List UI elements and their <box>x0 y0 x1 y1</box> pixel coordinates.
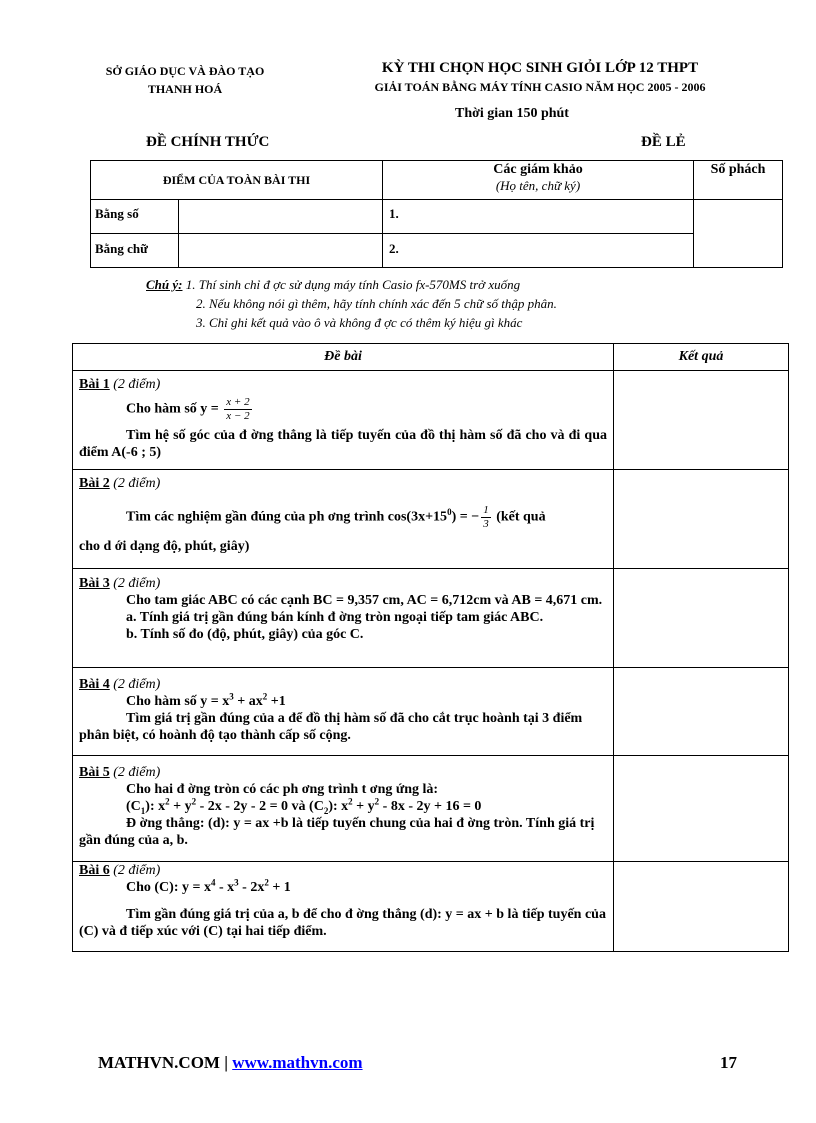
fraction: $\frac{x + 2}{x - 2}$ <box>226 396 250 422</box>
footer-site: MATHVN.COM | www.mathvn.com <box>98 1053 363 1072</box>
score-number-label: Bằng số <box>91 200 179 233</box>
fraction: $\frac{1}{3}$ <box>483 504 489 530</box>
result-cell-2[interactable] <box>614 470 789 569</box>
examiners-header: Các giám khảo (Họ tên, chữ ký) <box>383 161 694 200</box>
result-cell-4[interactable] <box>614 668 789 756</box>
problem-column-header: Đề bài <box>73 344 614 371</box>
exam-title: KỲ THI CHỌN HỌC SINH GIỎI LỚP 12 THPT GIẢI TOÁN BẰNG MÁY TÍNH CASIO NĂM HỌC 2005 - 2006 <box>374 60 706 94</box>
examiner-2-sig[interactable]: 2. <box>383 234 694 268</box>
score-number-field[interactable] <box>179 200 382 233</box>
problems-table <box>72 343 789 952</box>
score-words-field[interactable] <box>179 234 382 267</box>
problem-4: Bài 4 (2 điểm) Cho hàm số $y = x^3 + ax^2 +1$ Tìm giá trị gần đúng của a để đồ thị hàm số đã cho cắt trục hoành tại 3 điểm phân biệt, có hoành độ tạo thành cấp số cộng. <box>73 668 614 756</box>
exam-time: Thời gian 150 phút <box>455 106 569 121</box>
footer-link[interactable]: www.mathvn.com <box>232 1053 363 1072</box>
score-table <box>90 160 783 268</box>
result-cell-1[interactable] <box>614 371 789 470</box>
serial-header: Số phách <box>694 161 783 200</box>
official-label: ĐỀ CHÍNH THỨC <box>146 134 270 150</box>
total-score-header: ĐIỂM CỦA TOÀN BÀI THI <box>91 161 383 200</box>
problem-1: Bài 1 (2 điểm) Cho hàm số y = $\frac{x + 2}{x - 2}$ Tìm hệ số góc của đ ờng thẳng là tiếp tuyến của đồ thị hàm số đã cho và đi qua điểm A(-6 ; 5) <box>73 371 614 470</box>
score-words-label: Bằng chữ <box>91 234 179 267</box>
notes-label: Chú ý: <box>146 277 183 292</box>
problem-3: Bài 3 (2 điểm) Cho tam giác ABC có các cạnh BC = 9,357 cm, AC = 6,712cm và AB = 4,671 cm. a. Tính giá trị gần đúng bán kính đ ờng tròn ngoại tiếp tam giác ABC. b. Tính số đo (độ, phút, giây) của góc C. <box>73 569 614 668</box>
serial-field[interactable] <box>694 200 783 268</box>
page-number: 17 <box>720 1053 737 1072</box>
result-column-header: Kết quả <box>614 344 789 371</box>
problem-2: Bài 2 (2 điểm) Tìm các nghiệm gần đúng của ph ơng trình $\cos(3x+15^0)$ = − $\frac{1}{3}$ (kết quả cho d ới dạng độ, phút, giây) <box>73 470 614 569</box>
problem-5: Bài 5 (2 điểm) Cho hai đ ờng tròn có các ph ơng trình t ơng ứng là: $(C_1)$: $x^2 + y^2 - 2x - 2y - 2 = 0$ và $(C_2)$: $x^2 + y^2 - 8x - 2y + 16 = 0$ Đ ờng thẳng: (d): y = ax +b là tiếp tuyến chung của hai đ ờng tròn. Tính giá trị gần đúng của a, b. <box>73 756 614 862</box>
department-name: SỞ GIÁO DỤC VÀ ĐÀO TẠO THANH HOÁ <box>105 64 265 96</box>
examiner-1-sig[interactable]: 1. <box>383 200 694 234</box>
result-cell-5[interactable] <box>614 756 789 862</box>
notes: Chú ý: 1. Thí sinh chỉ đ ợc sử dụng máy tính Casio fx-570MS trở xuống 2. Nếu không nói gì thêm, hãy tính chính xác đến 5 chữ số thập phân. 3. Chỉ ghi kết quả vào ô và không đ ợc có thêm ký hiệu gì khác <box>146 277 557 330</box>
result-cell-3[interactable] <box>614 569 789 668</box>
problem-6: Bài 6 (2 điểm) Cho (C): $y = x^4 - x^3 - 2x^2 + 1$ Tìm gần đúng giá trị của a, b để cho đ ờng thẳng (d): y = ax + b là tiếp tuyến của (C) và đ tiếp xúc với (C) tại hai tiếp điểm. <box>73 862 614 952</box>
result-cell-6[interactable] <box>614 862 789 952</box>
variant-label: ĐỀ LẺ <box>641 134 686 150</box>
